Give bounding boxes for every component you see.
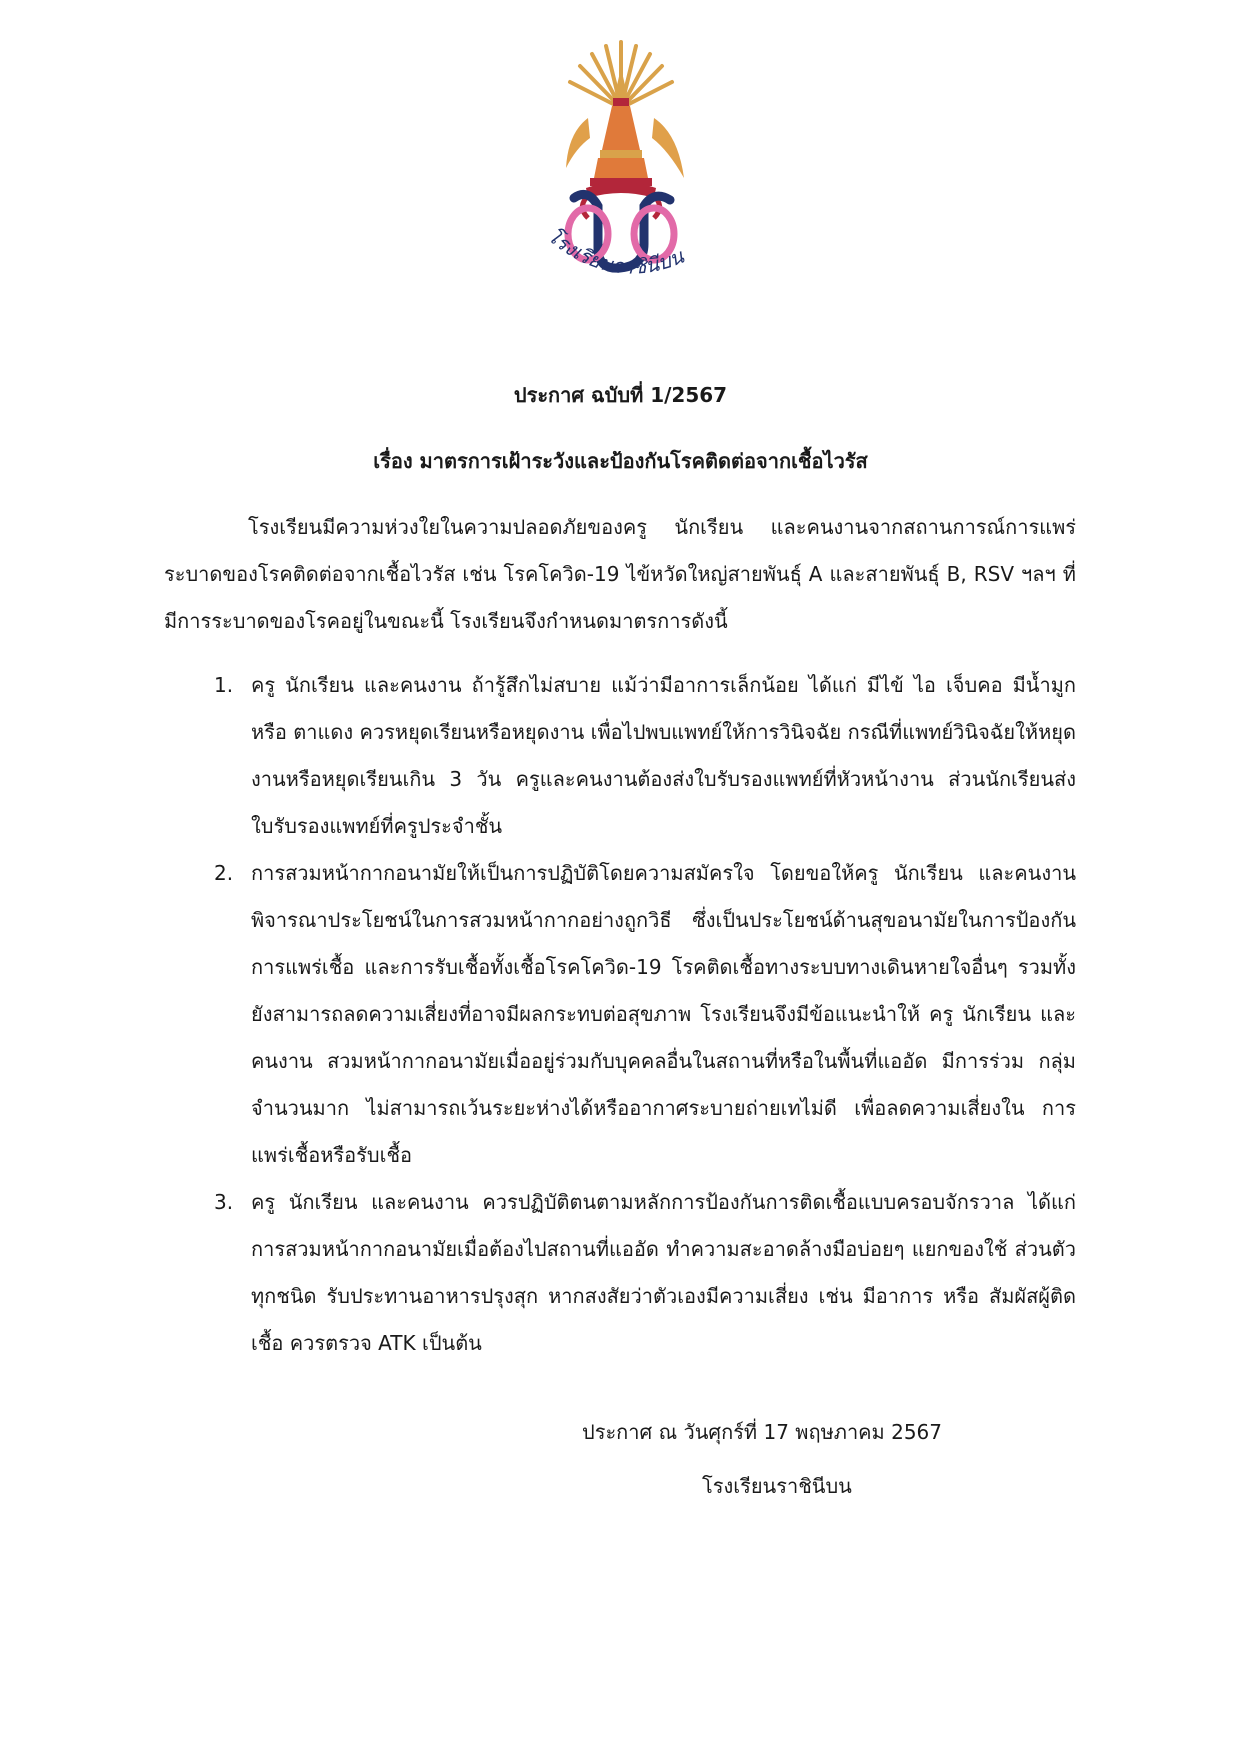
left-plume bbox=[566, 118, 590, 168]
crown-body bbox=[602, 106, 640, 150]
announcement-subject: เรื่อง มาตรการเฝ้าระวังและป้องกันโรคติดต่อจากเชื้อไวรัส bbox=[373, 449, 868, 473]
announcement-title: ประกาศ ฉบับที่ 1/2567 bbox=[513, 383, 728, 407]
intro-paragraph: โรงเรียนมีความห่วงใยในความปลอดภัยของครู นักเรียน และคนงานจากสถานการณ์การแพร่ระบาดของโรคติดต่อจากเชื้อไวรัส เช่น โรคโควิด-19 ไข้หวัดใหญ่สายพันธุ์ A และสายพันธุ์ B, RSV ฯลฯ ที่มีการระบาดของโรคอยู่ในขณะนี้ โรงเรียนจึงกำหนดมาตรการดังนี้ bbox=[164, 515, 1076, 633]
list-item bbox=[0, 662, 1241, 850]
list-item-number: 1. bbox=[214, 673, 234, 697]
list-item-text: การสวมหน้ากากอนามัยให้เป็นการปฏิบัติโดยความสมัครใจ โดยขอให้ครู นักเรียน และคนงาน พิจารณาประโยชน์ในการสวมหน้ากากอย่างถูกวิธี ซึ่งเป็นประโยชน์ด้านสุขอนามัยในการป้องกัน การแพร่เชื้อ และการรับเชื้อทั้งเชื้อโรคโควิด-19 โรคติดเชื้อทางระบบทางเดินหายใจอื่นๆ รวมทั้ง ยังสามารถลดความเสี่ยงที่อาจมีผลกระทบต่อสุขภาพ โรงเรียนจึงมีข้อแนะนำให้ ครู นักเรียน และคนงาน สวมหน้ากากอนามัยเมื่ออยู่ร่วมกับบุคคลอื่นในสถานที่หรือในพื้นที่แออัด มีการร่วม กลุ่มจำนวนมาก ไม่สามารถเว้นระยะห่างได้หรืออากาศระบายถ่ายเทไม่ดี เพื่อลดความเสี่ยงใน การแพร่เชื้อหรือรับเชื้อ bbox=[251, 861, 1076, 1167]
list-item bbox=[0, 1179, 1241, 1367]
list-item bbox=[0, 850, 1241, 1179]
list-item-text: ครู นักเรียน และคนงาน ถ้ารู้สึกไม่สบาย แม้ว่ามีอาการเล็กน้อย ได้แก่ มีไข้ ไอ เจ็บคอ มีน้ำมูก หรือ ตาแดง ควรหยุดเรียนหรือหยุดงาน เพื่อไปพบแพทย์ให้การวินิจฉัย กรณีที่แพทย์วินิจฉัยให้หยุดงานหรือหยุดเรียนเกิน 3 วัน ครูและคนงานต้องส่งใบรับรองแพทย์ที่หัวหน้างาน ส่วนนักเรียนส่งใบรับรองแพทย์ที่ครูประจำชั้น bbox=[251, 673, 1076, 838]
emblem-school-name: โรงเรียนราชินีบน bbox=[542, 223, 687, 279]
signatory-school-name: โรงเรียนราชินีบน bbox=[702, 1474, 852, 1498]
list-item-number: 2. bbox=[214, 861, 234, 885]
school-emblem-logo bbox=[528, 38, 714, 310]
announcement-date: ประกาศ ณ วันศุกร์ที่ 17 พฤษภาคม 2567 bbox=[582, 1420, 942, 1444]
measures-list bbox=[0, 662, 1241, 1367]
list-item-number: 3. bbox=[214, 1190, 234, 1214]
right-plume bbox=[652, 118, 684, 178]
list-item-text: ครู นักเรียน และคนงาน ควรปฏิบัติตนตามหลักการป้องกันการติดเชื้อแบบครอบจักรวาล ได้แก่ การสวมหน้ากากอนามัยเมื่อต้องไปสถานที่แออัด ทำความสะอาดล้างมือบ่อยๆ แยกของใช้ ส่วนตัวทุกชนิด รับประทานอาหารปรุงสุก หากสงสัยว่าตัวเองมีความเสี่ยง เช่น มีอาการ หรือ สัมผัสผู้ติดเชื้อ ควรตรวจ ATK เป็นต้น bbox=[251, 1190, 1076, 1355]
